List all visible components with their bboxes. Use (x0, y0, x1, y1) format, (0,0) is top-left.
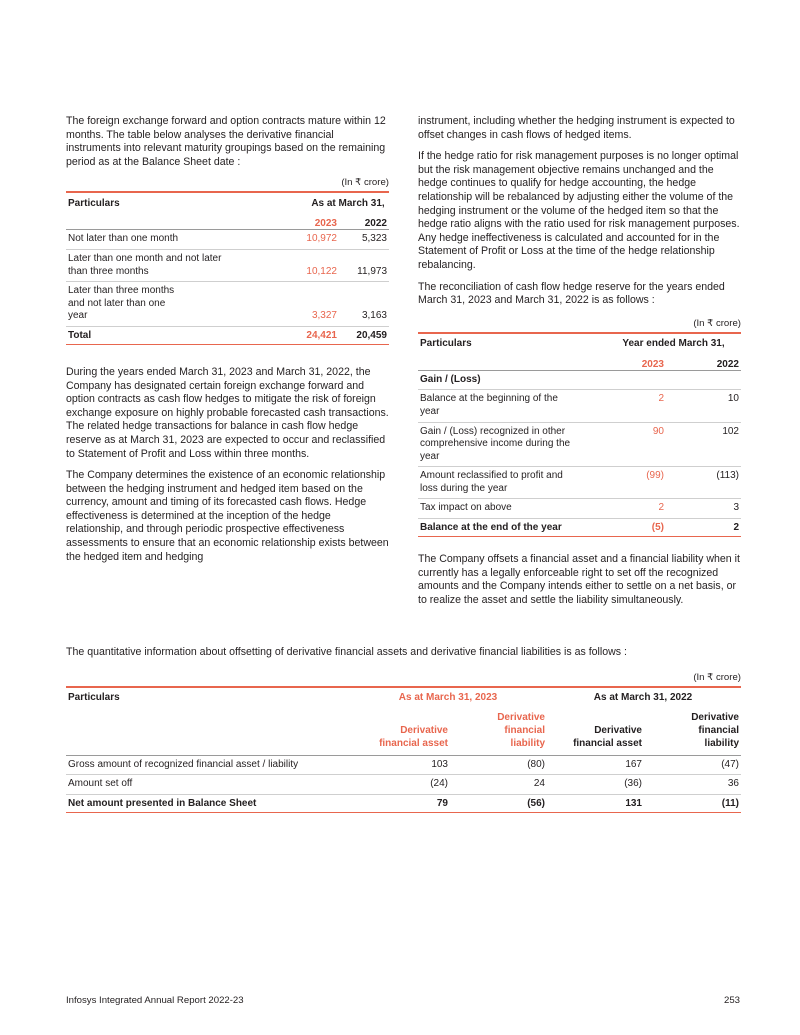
table3-sub-asset-2022: Derivative financial asset (545, 708, 642, 756)
hedge-designation-paragraph: During the years ended March 31, 2023 and March 31, 2022, the Company has designated certain foreign exchange forward and option contracts as cash flow hedges to mitigate the risk of foreign exchange exposure on highly probable forecasted cash transactions. The related hedge transactions for balance in cash flow hedge reserve as at March 31, 2023 are expected to occur and reclassified to Statement of Profit and Loss within three months. (66, 365, 389, 460)
total-value-2022: 20,459 (337, 326, 389, 344)
table-row (418, 499, 741, 519)
row-value-2022: 102 (664, 422, 741, 467)
row-value-2023: 2 (586, 390, 664, 422)
table-row (66, 249, 389, 281)
footer-report-title: Infosys Integrated Annual Report 2022-23 (66, 995, 244, 1006)
row-label: Amount reclassified to profit and loss during the year (418, 467, 586, 499)
row-value-2022: 5,323 (337, 230, 389, 250)
table3-col-particulars: Particulars (66, 687, 351, 708)
total-liability-2022: (11) (642, 794, 741, 812)
table-row (66, 282, 389, 327)
row-value-2023: 3,327 (277, 282, 337, 327)
economic-relationship-paragraph: The Company determines the existence of an economic relationship between the hedging instrument and hedged item based on the currency, amount and timing of its forecasted cash flows. Hedge effectiveness is determined at the inception of the hedge relationship, and through periodic prospective effectiveness assessments to ensure that an economic relationship exists between the hedged item and hedging (66, 469, 389, 563)
footer-page-number: 253 (723, 995, 740, 1006)
offsetting-intro-paragraph: The quantitative information about offsetting of derivative financial assets and derivative financial liabilities is as follows : (66, 646, 627, 658)
table3-group-2022: As at March 31, 2022 (545, 687, 741, 708)
total-value-2023: (5) (586, 519, 664, 537)
table-row (66, 230, 389, 250)
row-label: Gain / (Loss) recognized in other comprehensive income during the year (418, 422, 586, 467)
table1-col-particulars: Particulars (66, 192, 277, 213)
right-column (418, 115, 741, 615)
table1-year-prior: 2022 (337, 213, 389, 230)
table-row (66, 755, 741, 775)
table-row (418, 390, 741, 422)
hedging-instrument-paragraph: instrument, including whether the hedging instrument is expected to offset changes in cash flows of hedged items. (418, 115, 735, 141)
row-liability-2022: 36 (642, 775, 741, 795)
row-label: Later than three months and not later than one year (66, 282, 277, 327)
row-label: Tax impact on above (418, 499, 586, 519)
row-asset-2023: (24) (351, 775, 448, 795)
offset-paragraph: The Company offsets a financial asset and a financial liability when it currently has a legally enforceable right to set off the recognized amounts and the Company intends either to settle on a net basis, or to realize the asset and settle the liability simultaneously. (418, 553, 740, 606)
reconciliation-intro-paragraph: The reconciliation of cash flow hedge reserve for the years ended March 31, 2023 and March 31, 2022 is as follows : (418, 280, 725, 307)
table2-year-current: 2023 (586, 354, 664, 371)
row-value-2023: (99) (586, 467, 664, 499)
total-label: Total (66, 326, 277, 344)
table-row (66, 775, 741, 795)
table1-year-row (66, 213, 389, 230)
table2-section-row (418, 370, 741, 390)
maturity-table (66, 191, 389, 345)
offsetting-table (66, 686, 741, 813)
table2-total-row (418, 519, 741, 537)
row-liability-2023: (80) (448, 755, 545, 775)
row-liability-2022: (47) (642, 755, 741, 775)
table2-col-particulars: Particulars (418, 333, 586, 354)
row-asset-2022: (36) (545, 775, 642, 795)
total-value-2022: 2 (664, 519, 741, 537)
row-value-2022: 10 (664, 390, 741, 422)
row-asset-2023: 103 (351, 755, 448, 775)
table3-sub-liability-2023: Derivative financial liability (448, 708, 545, 756)
row-label: Balance at the beginning of the year (418, 390, 586, 422)
table3-sub-asset-2023: Derivative financial asset (351, 708, 448, 756)
table3-header-row (66, 687, 741, 708)
table1-header-row (66, 192, 389, 213)
table2-year-prior: 2022 (664, 354, 741, 371)
hedge-reserve-table (418, 332, 741, 537)
table2-unit: (In ₹ crore) (693, 317, 741, 329)
section-label: Gain / (Loss) (418, 370, 741, 390)
table3-unit: (In ₹ crore) (693, 671, 741, 683)
table2-year-row (418, 354, 741, 371)
row-value-2023: 90 (586, 422, 664, 467)
table2-col-group: Year ended March 31, (586, 333, 741, 354)
row-value-2023: 10,972 (277, 230, 337, 250)
row-value-2022: 3 (664, 499, 741, 519)
row-asset-2022: 167 (545, 755, 642, 775)
row-label: Not later than one month (66, 230, 277, 250)
table1-unit: (In ₹ crore) (341, 177, 389, 189)
row-value-2022: 11,973 (337, 249, 389, 281)
total-asset-2022: 131 (545, 794, 642, 812)
row-label: Later than one month and not later than three months (66, 249, 277, 281)
left-column (66, 115, 389, 572)
row-value-2023: 10,122 (277, 249, 337, 281)
bottom-section (66, 646, 741, 813)
row-liability-2023: 24 (448, 775, 545, 795)
hedge-ratio-paragraph: If the hedge ratio for risk management purposes is no longer optimal but the risk management objective remains unchanged and the hedge continues to qualify for hedge accounting, the hedge relationship will be rebalanced by adjusting either the volume of the hedging instrument or the volume of the hedged item so that the hedge ratio aligns with the ratio used for risk management purposes. Any hedge ineffectiveness is calculated and accounted for in the Statement of Profit or Loss at the time of the hedge relationship rebalancing. (418, 150, 740, 271)
total-label: Balance at the end of the year (418, 519, 586, 537)
table3-sub-liability-2022: Derivative financial liability (642, 708, 741, 756)
table-row (418, 422, 741, 467)
row-value-2022: 3,163 (337, 282, 389, 327)
table1-col-group: As at March 31, (277, 192, 389, 213)
row-value-2023: 2 (586, 499, 664, 519)
maturity-intro-paragraph: The foreign exchange forward and option contracts mature within 12 months. The table below analyses the derivative financial instruments into relevant maturity groupings based on the remaining period as at the Balance Sheet date : (66, 115, 386, 168)
table3-total-row (66, 794, 741, 812)
row-label: Gross amount of recognized financial asset / liability (66, 755, 351, 775)
table3-group-2023: As at March 31, 2023 (351, 687, 545, 708)
total-value-2023: 24,421 (277, 326, 337, 344)
table3-subheader-row (66, 708, 741, 756)
total-asset-2023: 79 (351, 794, 448, 812)
table1-total-row (66, 326, 389, 344)
table2-header-row (418, 333, 741, 354)
total-label: Net amount presented in Balance Sheet (66, 794, 351, 812)
row-label: Amount set off (66, 775, 351, 795)
table-row (418, 467, 741, 499)
total-liability-2023: (56) (448, 794, 545, 812)
table1-year-current: 2023 (277, 213, 337, 230)
row-value-2022: (113) (664, 467, 741, 499)
